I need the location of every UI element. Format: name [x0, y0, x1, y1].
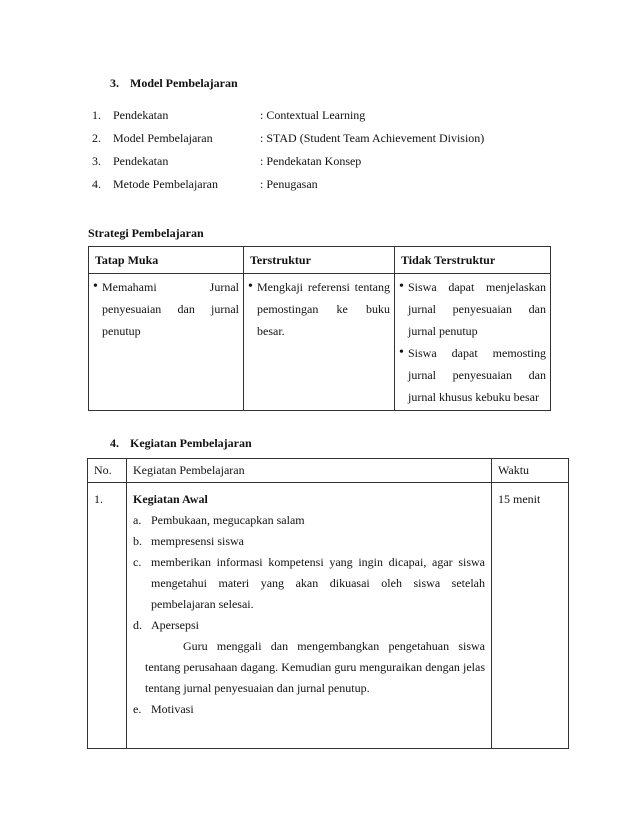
cell-tatap-muka: [89, 274, 244, 411]
section4-title: Kegiatan Pembelajaran: [130, 436, 252, 450]
list-item: a. Pembukaan, megucapkan salam: [133, 513, 305, 527]
list-item: d. Apersepsi: [133, 618, 199, 632]
table-header-row: [88, 459, 569, 483]
bullet-item: • Siswa dapat menjelaskan jurnal penyesuaian dan jurnal penutup: [399, 276, 546, 342]
strategy-table: [88, 246, 551, 411]
kegiatan-table: [87, 458, 569, 749]
bullet-item: • Memahami Jurnal penyesuaian dan jurnal penutup: [93, 276, 239, 342]
kegiatan-awal-title: Kegiatan Awal: [133, 492, 208, 506]
cell-terstruktur: [244, 274, 395, 411]
item-number: 3.: [92, 154, 101, 168]
item-number: 1.: [92, 108, 101, 122]
cell-waktu: 15 menit: [492, 483, 569, 749]
list-item: c. memberikan informasi kompetensi yang ingin dicapai, agar siswa mengetahui materi yang akan dikuasai oleh siswa setelah pembelajaran selesai.: [133, 555, 485, 611]
apersepsi-paragraph: Guru menggali dan mengembangkan pengetahuan siswa tentang perusahaan dagang. Kemudian guru menguraikan dengan jelas tentang jurnal penyesuaian dan jurnal penutup.: [145, 639, 485, 695]
item-label: Pendekatan: [113, 154, 169, 168]
table-row: [89, 274, 551, 411]
strategy-title: Strategi Pembelajaran: [88, 226, 204, 240]
bullet-item: • Mengkaji referensi tentang pemostingan ke buku besar.: [248, 276, 390, 342]
cell-kegiatan: [127, 483, 492, 749]
item-value: : Pendekatan Konsep: [260, 154, 362, 168]
table-row: [88, 483, 569, 749]
list-item: b. mempresensi siswa: [133, 534, 244, 548]
section4-heading: [110, 436, 252, 451]
bullet-icon: •: [248, 279, 253, 294]
bullet-item: • Siswa dapat memosting jurnal penyesuaian dan jurnal khusus kebuku besar: [399, 342, 546, 408]
cell-no: 1.: [88, 483, 127, 749]
item-value: : STAD (Student Team Achievement Division): [260, 131, 485, 145]
item-number: 2.: [92, 131, 101, 145]
item-label: Model Pembelajaran: [113, 131, 213, 145]
list-item: e. Motivasi: [133, 702, 194, 716]
item-label: Pendekatan: [113, 108, 169, 122]
header-kegiatan: Kegiatan Pembelajaran: [127, 459, 492, 483]
item-number: 4.: [92, 177, 101, 191]
table-header-row: [89, 247, 551, 274]
section4-number: 4.: [110, 436, 119, 450]
section3-heading: [110, 76, 238, 91]
header-waktu: Waktu: [492, 459, 569, 483]
bullet-icon: •: [399, 279, 404, 294]
cell-tidak-terstruktur: [395, 274, 551, 411]
section3-number: 3.: [110, 76, 119, 90]
list-item: [92, 104, 592, 127]
item-label: Metode Pembelajaran: [113, 177, 218, 191]
list-item: [92, 127, 592, 150]
header-no: No.: [88, 459, 127, 483]
header-terstruktur: Terstruktur: [244, 247, 395, 274]
section3-title: Model Pembelajaran: [130, 76, 238, 90]
header-tidak-terstruktur: Tidak Terstruktur: [395, 247, 551, 274]
list-item: [92, 150, 592, 173]
item-value: : Penugasan: [260, 177, 318, 191]
list-item: [92, 173, 592, 196]
model-list: [92, 104, 592, 196]
bullet-icon: •: [93, 279, 98, 294]
header-tatap-muka: Tatap Muka: [89, 247, 244, 274]
bullet-icon: •: [399, 345, 404, 360]
item-value: : Contextual Learning: [260, 108, 366, 122]
